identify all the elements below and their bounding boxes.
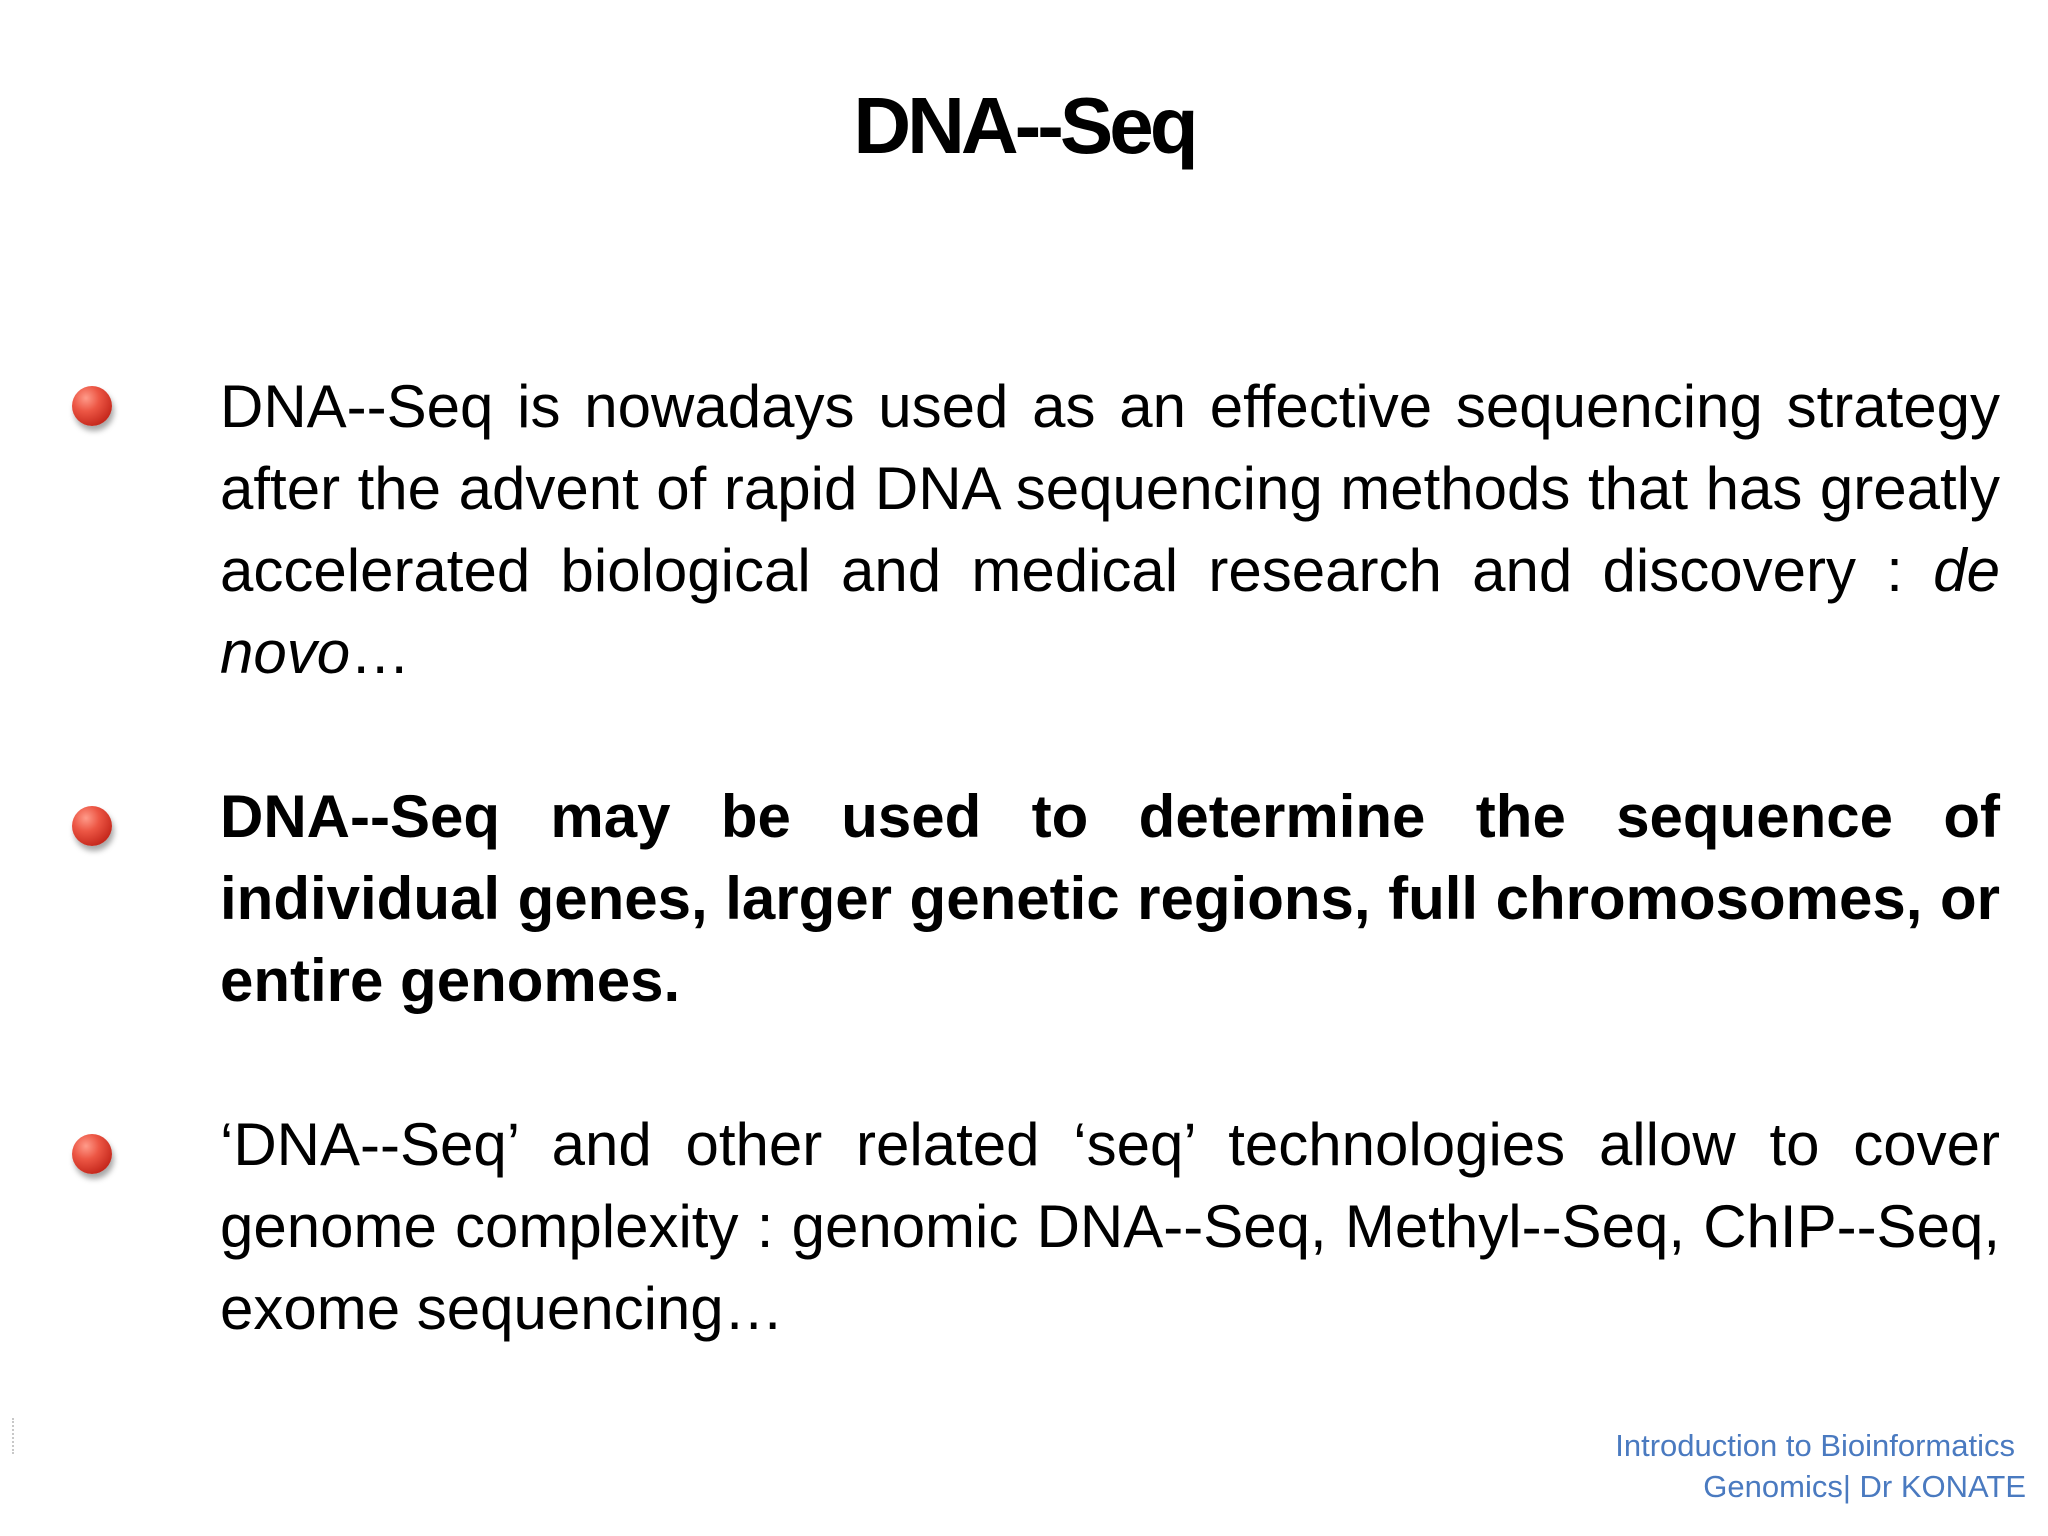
footer-author: Genomics| Dr KONATE xyxy=(1703,1469,2026,1504)
bullet-marker-1 xyxy=(72,386,112,426)
bullet-text-2: DNA--Seq may be used to determine the sequence of individual genes, larger genetic regions, full chromosomes, or entire genomes. xyxy=(220,783,2000,1014)
bullet-marker-2 xyxy=(72,806,112,846)
bullet-text-1-ellipsis: … xyxy=(350,619,411,686)
slide-title: DNA--Seq xyxy=(853,81,1195,170)
bullet-text-1-main: DNA--Seq is nowadays used as an effective sequencing strategy after the advent of rapid DNA sequencing methods that has greatly accelerated biological and medical research and discovery : xyxy=(220,373,2000,604)
bullet-marker-3 xyxy=(72,1134,112,1174)
bullet-text-1 xyxy=(220,366,2000,694)
footer-course-title: Introduction to Bioinformatics xyxy=(1615,1428,2015,1463)
bullet-text-1-italic: de novo xyxy=(220,537,2000,686)
edge-divider xyxy=(12,1418,16,1454)
bullet-text-3: ‘DNA--Seq’ and other related ‘seq’ technologies allow to cover genome complexity : genomic DNA--Seq, Methyl--Seq, ChIP--Seq, exome sequencing… xyxy=(220,1111,2000,1342)
